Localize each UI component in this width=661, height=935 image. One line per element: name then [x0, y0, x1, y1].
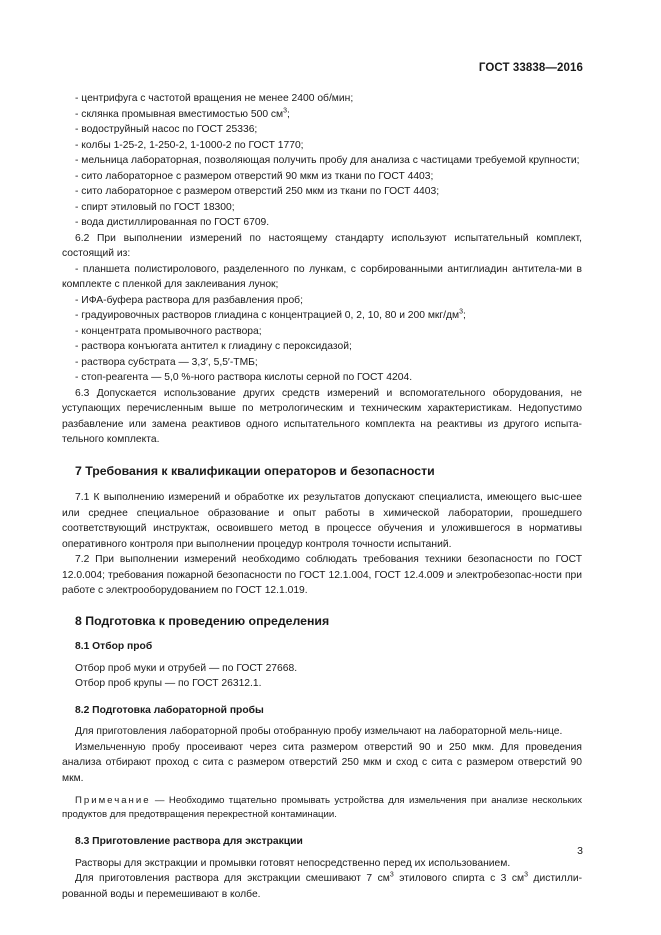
subsection-8-3-heading: 8.3 Приготовление раствора для экстракции [75, 836, 303, 847]
list-item: - вода дистиллированная по ГОСТ 6709. [75, 217, 270, 228]
document-header: ГОСТ 33838—2016 [478, 62, 583, 74]
paragraph-8-1-a: Отбор проб муки и отрубей — по ГОСТ 27668. [75, 662, 298, 674]
list-item: - сито лабораторное с размером отверстий 90 мкм из ткани по ГОСТ 4403; [75, 170, 434, 182]
list-item: - концентрата промывочного раствора; [75, 325, 262, 337]
document-body [62, 91, 582, 902]
list-item: - планшета полистиролового, разделенного по лункам, с сорбированными антиглиадин антитела-ми в комплекте с пленкой для заклеивания лунок; [62, 263, 582, 290]
list-item: - раствора субстрата — 3,3′, 5,5′-ТМБ; [75, 356, 258, 368]
note [62, 794, 582, 822]
paragraph-6-3: 6.3 Допускается использование других средств измерений и вспомогательного оборудования, не уступающих перечисленным выше по метрологическим и техническим характеристикам. Недопустимо разбавление или замена реактивов одного испытательного комплекта на реактивы из другого испыта-тельного комплекта. [62, 387, 582, 445]
section-7-heading: 7 Требования к квалификации операторов и безопасности [75, 463, 435, 478]
paragraph-7-2: 7.2 При выполнении измерений необходимо соблюдать требования техники безопасности по ГОСТ 12.0.004; требования пожарной безопасности по ГОСТ 12.1.004, ГОСТ 12.4.009 и электробезопас-ности при работе с электрооборудованием по ГОСТ 12.1.019. [62, 554, 582, 596]
list-item: - мельница лабораторная, позволяющая получить пробу для анализа с частицами требуемой крупности; [75, 155, 580, 166]
subsection-8-2-heading: 8.2 Подготовка лабораторной пробы [75, 704, 264, 716]
list-item: - колбы 1-25-2, 1-250-2, 1-1000-2 по ГОСТ 1770; [75, 139, 304, 151]
note-text: — Необходимо тщательно промывать устройства для измельчения при анализе нескольких продуктов для предотвращения перекрестной контаминации. [62, 795, 582, 820]
paragraph-7-1: 7.1 К выполнению измерений и обработке их результатов допускают специалиста, имеющего выс-шее или среднее специальное образование и опыт работы в химической лаборатории, прошедшего соответствующий инструктаж, освоившего метод в процессе обучения и уложившегося в нормативы оперативного контроля при выполнении процедур контроля точности испытаний. [62, 492, 582, 550]
subsection-8-1-heading: 8.1 Отбор проб [75, 641, 153, 652]
list-item: - градуировочных растворов глиадина с концентрацией 0, 2, 10, 80 и 200 мкг/$дм^3$; [75, 308, 466, 321]
list-item: - раствора конъюгата антител к глиадину с пероксидазой; [75, 341, 352, 352]
list-item: - сито лабораторное с размером отверстий 250 мкм из ткани по ГОСТ 4403; [75, 186, 440, 197]
section-8-heading: 8 Подготовка к проведению определения [75, 613, 330, 628]
list-item: - водоструйный насос по ГОСТ 25336; [75, 124, 258, 135]
paragraph-8-3-a: Растворы для экстракции и промывки готовят непосредственно перед их использованием. [75, 857, 511, 869]
paragraph-8-2-b: Измельченную пробу просеивают через сита размером отверстий 90 и 250 мкм. Для проведения анализа отбирают проход с сита с размером отверстий 250 мкм и сход с сита с размером отверстий 90 мкм. [62, 741, 582, 784]
list-item: - ИФА-буфера раствора для разбавления проб; [75, 294, 303, 306]
list-item: - спирт этиловый по ГОСТ 18300; [75, 201, 235, 213]
list-item: - стоп-реагента — 5,0 %-ного раствора кислоты серной по ГОСТ 4204. [75, 372, 413, 383]
paragraph-8-1-b: Отбор проб крупы — по ГОСТ 26312.1. [75, 678, 262, 689]
paragraph-8-3-b: Для приготовления раствора для экстракции смешивают 7 $см^3$ этилового спирта с 3 $см^3$ дистилли-рованной воды и перемешивают в колбе. [62, 871, 583, 900]
list-item: - склянка промывная вместимостью 500 $см^3$; [75, 107, 290, 120]
list-item: - центрифуга с частотой вращения не менее 2400 об/мин; [75, 93, 354, 104]
paragraph-8-2-a: Для приготовления лабораторной пробы отобранную пробу измельчают на лабораторной мель-нице. [75, 726, 563, 737]
note-lead: Примечание [75, 795, 151, 806]
paragraph-6-2: 6.2 При выполнении измерений по настоящему стандарту используют испытательный комплект, состоящий из: [62, 232, 582, 259]
page-number: 3 [577, 845, 583, 857]
